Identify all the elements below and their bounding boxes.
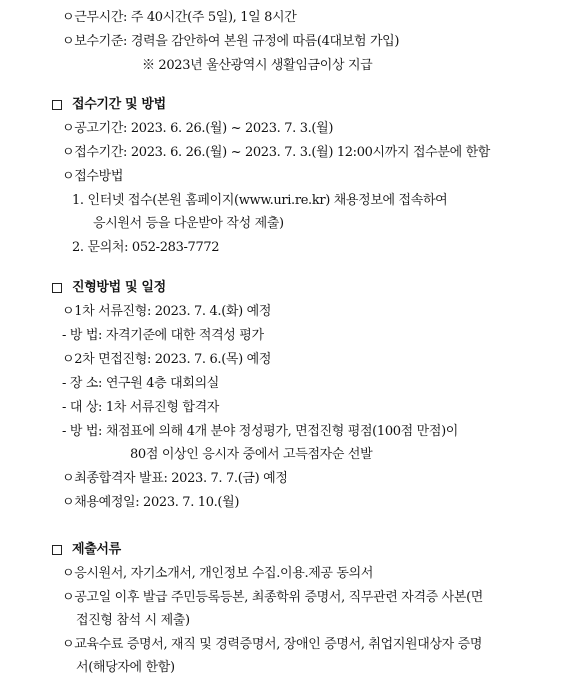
receipt-item-1-continued: 응시원서 등을 다운받아 작성 제출) [93, 216, 284, 231]
receipt-method-label: ㅇ접수방법 [62, 169, 124, 184]
receipt-period-line: ㅇ접수기간: 2023. 6. 26.(월) ~ 2023. 7. 3.(월) 12:00시까지 접수분에 한함 [62, 145, 490, 160]
section-box-icon [52, 283, 62, 293]
documents-line-2: ㅇ공고일 이후 발급 주민등록등본, 최종학위 증명서, 직무관련 자격증 사본(면 [62, 590, 483, 605]
hire-date-line: ㅇ채용예정일: 2023. 7. 10.(월) [62, 495, 240, 510]
interview-method-continued: 80점 이상인 응시자 중에서 고득점자순 선발 [130, 447, 373, 462]
section-title-receipt: 접수기간 및 방법 [72, 97, 166, 112]
documents-line-1: ㅇ응시원서, 자기소개서, 개인정보 수집.이용.제공 동의서 [62, 566, 374, 581]
pay-criteria-line: ㅇ보수기준: 경력을 감안하여 본원 규정에 따름(4대보험 가입) [62, 34, 400, 49]
documents-line-3: ㅇ교육수료 증명서, 재직 및 경력증명서, 장애인 증명서, 취업지원대상자 증명 [62, 637, 483, 652]
work-hours-line: ㅇ근무시간: 주 40시간(주 5일), 1일 8시간 [62, 10, 297, 25]
pay-note-line: ※ 2023년 울산광역시 생활임금이상 지급 [142, 58, 373, 73]
interview-method-line: - 방 법: 채점표에 의해 4개 분야 정성평가, 면접진형 평점(100점 만점)이 [62, 424, 459, 439]
documents-line-2-continued: 접진형 참석 시 제출) [76, 613, 190, 628]
notice-period-line: ㅇ공고기간: 2023. 6. 26.(월) ~ 2023. 7. 3.(월) [62, 121, 334, 136]
section-title-process: 진형방법 및 일정 [72, 280, 166, 295]
first-stage-method-line: - 방 법: 자격기준에 대한 적격성 평가 [62, 328, 264, 343]
second-stage-line: ㅇ2차 면접진형: 2023. 7. 6.(목) 예정 [62, 352, 272, 367]
documents-line-3-continued: 서(해당자에 한함) [76, 660, 175, 675]
interview-target-line: - 대 상: 1차 서류진형 합격자 [62, 400, 219, 415]
receipt-item-1: 1. 인터넷 접수(본원 홈페이지(www.uri.re.kr) 채용정보에 접속하여 [72, 193, 448, 208]
section-box-icon [52, 100, 62, 110]
first-stage-line: ㅇ1차 서류진형: 2023. 7. 4.(화) 예정 [62, 304, 272, 319]
section-box-icon [52, 545, 62, 555]
receipt-item-2-contact: 2. 문의처: 052-283-7772 [72, 240, 220, 255]
section-title-documents: 제출서류 [72, 542, 121, 557]
final-announce-line: ㅇ최종합격자 발표: 2023. 7. 7.(금) 예정 [62, 471, 288, 486]
interview-place-line: - 장 소: 연구원 4층 대회의실 [62, 376, 219, 391]
